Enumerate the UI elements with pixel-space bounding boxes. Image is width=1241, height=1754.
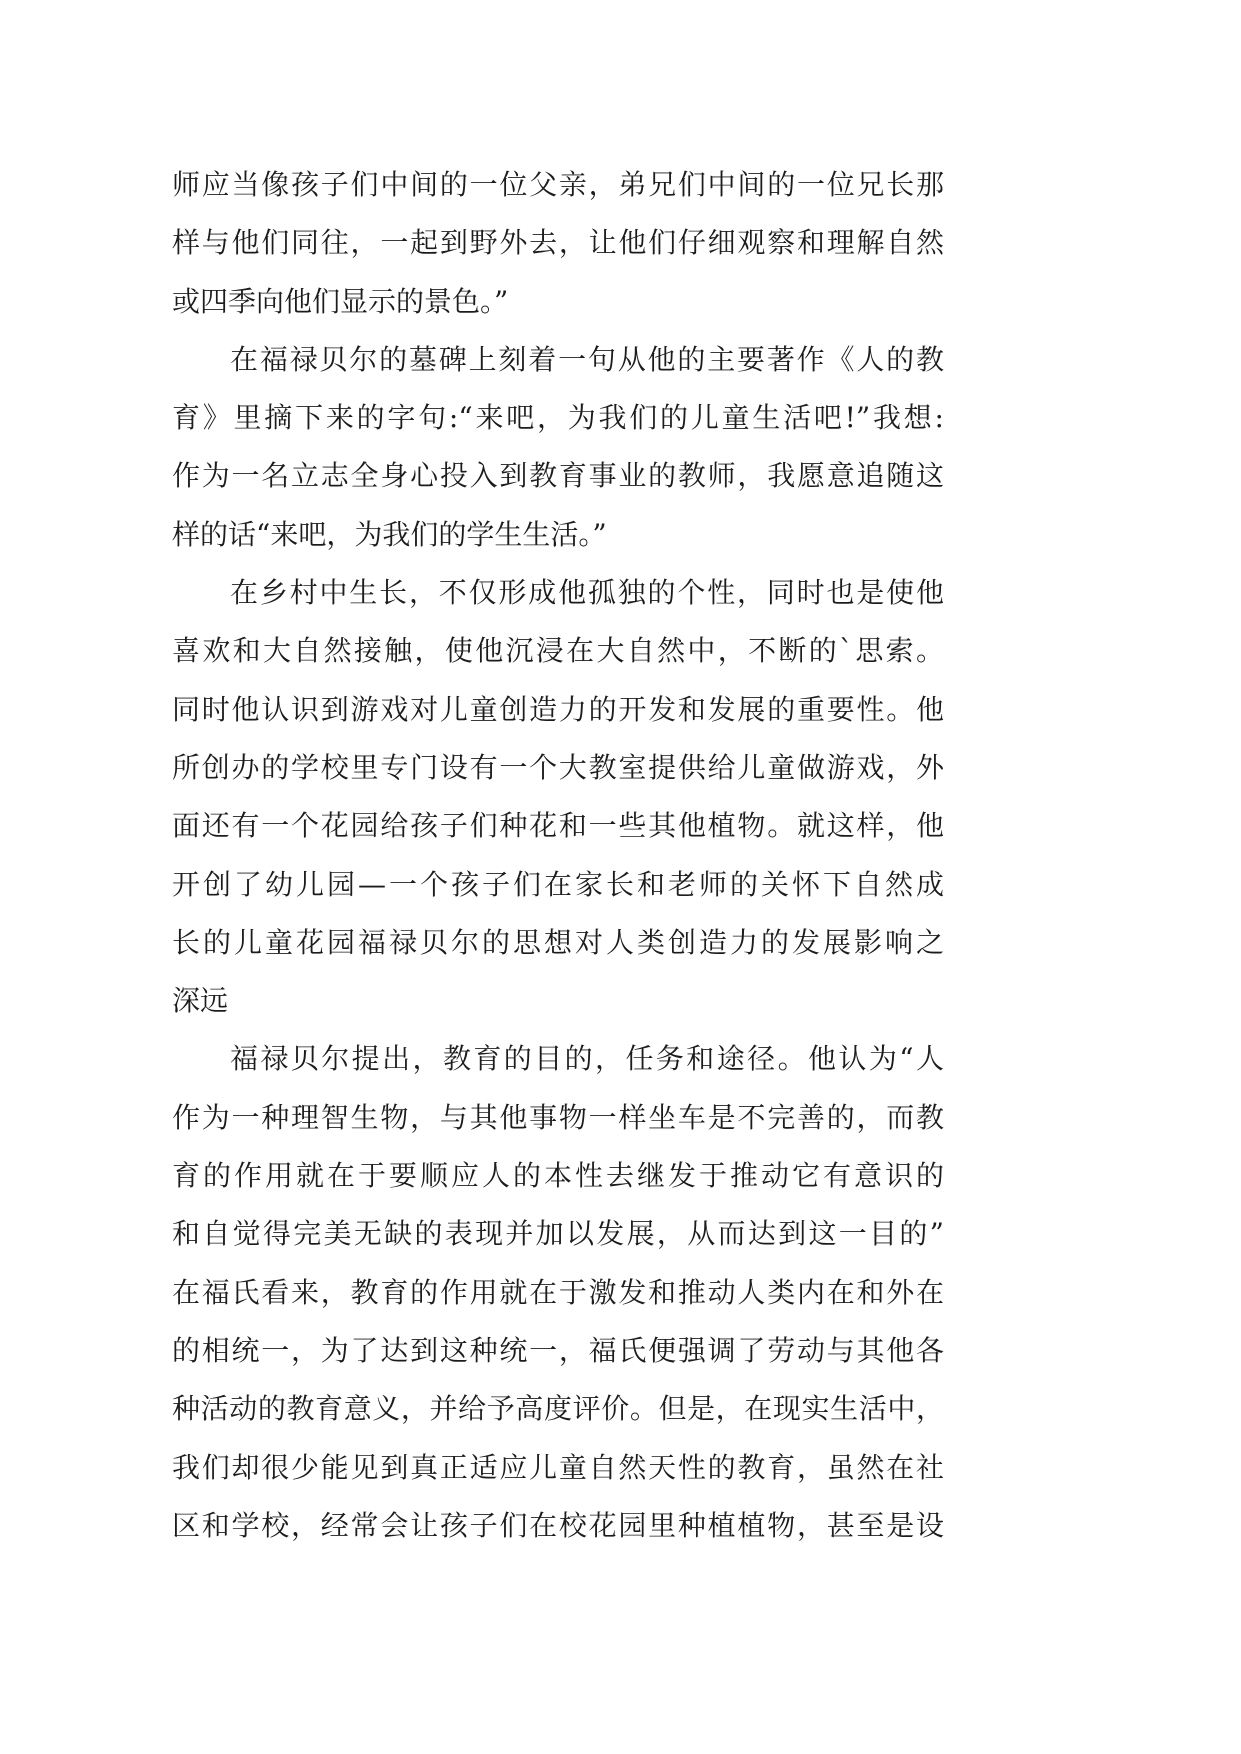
text-line: 种活动的教育意义，并给予高度评价。但是，在现实生活中， xyxy=(172,1392,944,1426)
text-line: 或四季向他们显示的景色。” xyxy=(172,284,509,318)
text-line: 样与他们同往，一起到野外去，让他们仔细观察和理解自然 xyxy=(172,226,944,260)
text-line: 样的话“来吧，为我们的学生生活。” xyxy=(172,517,607,551)
paragraph xyxy=(172,156,944,331)
text-line: 作为一名立志全身心投入到教育事业的教师，我愿意追随这 xyxy=(172,459,944,493)
text-line: 长的儿童花园福禄贝尔的思想对人类创造力的发展影响之 xyxy=(172,925,944,959)
text-line: 育的作用就在于要顺应人的本性去继发于推动它有意识的 xyxy=(172,1159,944,1193)
text-line: 喜欢和大自然接触，使他沉浸在大自然中，不断的`思索。 xyxy=(172,634,944,668)
paragraph xyxy=(172,1030,944,1555)
text-line: 的相统一，为了达到这种统一，福氏便强调了劳动与其他各 xyxy=(172,1333,944,1367)
text-line: 所创办的学校里专门设有一个大教室提供给儿童做游戏，外 xyxy=(172,750,944,784)
text-line: 师应当像孩子们中间的一位父亲，弟兄们中间的一位兄长那 xyxy=(172,168,944,201)
text-line: 同时他认识到游戏对儿童创造力的开发和发展的重要性。他 xyxy=(172,692,944,726)
text-line: 福禄贝尔提出，教育的目的，任务和途径。他认为“人 xyxy=(230,1042,944,1076)
text-line: 在福禄贝尔的墓碑上刻着一句从他的主要著作《人的教 xyxy=(230,342,944,376)
text-line: 在乡村中生长，不仅形成他孤独的个性，同时也是使他 xyxy=(230,576,944,610)
text-line: 面还有一个花园给孩子们种花和一些其他植物。就这样，他 xyxy=(172,809,944,843)
text-line: 深远 xyxy=(172,984,229,1018)
body-text xyxy=(172,156,944,1555)
text-line: 和自觉得完美无缺的表现并加以发展，从而达到这一目的” xyxy=(172,1217,944,1251)
text-line: 在福氏看来，教育的作用就在于激发和推动人类内在和外在 xyxy=(172,1275,944,1309)
text-line: 作为一种理智生物，与其他事物一样坐车是不完善的，而教 xyxy=(172,1100,944,1134)
text-line: 我们却很少能见到真正适应儿童自然天性的教育，虽然在社 xyxy=(172,1450,944,1484)
text-line: 区和学校，经常会让孩子们在校花园里种植植物，甚至是设 xyxy=(172,1508,944,1542)
paragraph xyxy=(172,331,944,564)
paragraph xyxy=(172,564,944,1030)
text-line: 育》里摘下来的字句:“来吧，为我们的儿童生活吧!”我想: xyxy=(172,401,944,435)
text-line: 开创了幼儿园—一个孩子们在家长和老师的关怀下自然成 xyxy=(172,867,944,901)
